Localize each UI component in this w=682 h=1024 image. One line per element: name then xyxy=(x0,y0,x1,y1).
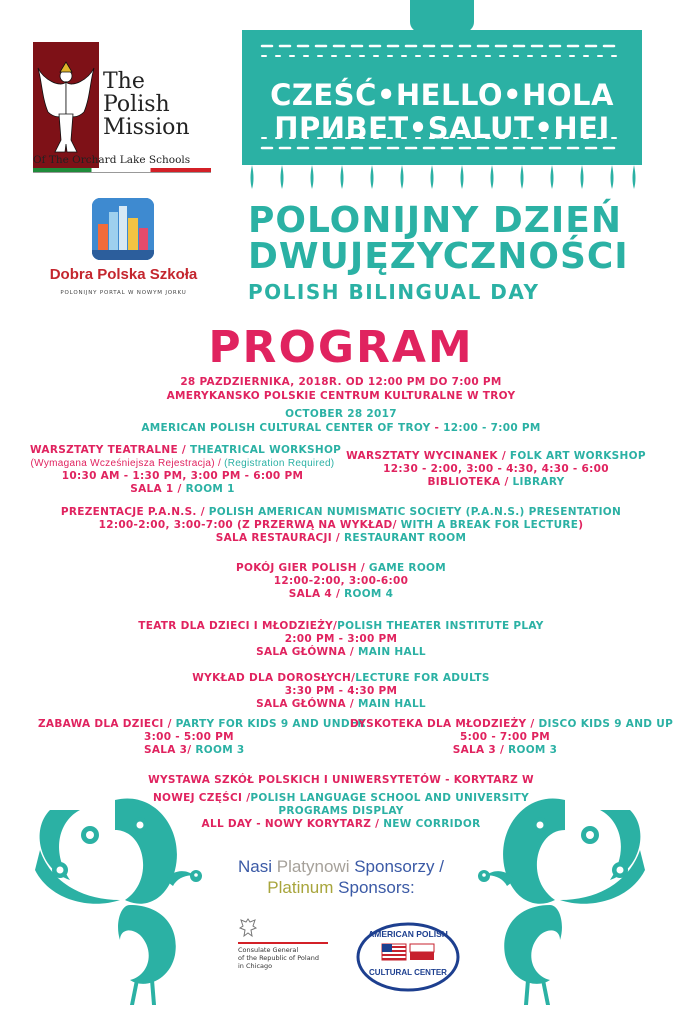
event-theatrical-workshop xyxy=(30,444,342,496)
separator: / xyxy=(356,562,369,574)
separator: / xyxy=(345,698,358,710)
event-title-polish: WARSZTATY WYCINANEK xyxy=(346,450,498,462)
dps-subtitle: POLONIJNY PORTAL W NOWYM JORKU xyxy=(60,290,187,296)
event-title-english: POLISH THEATER INSTITUTE PLAY xyxy=(337,620,544,632)
separator: / xyxy=(214,458,225,469)
city-skyline-icon xyxy=(92,198,154,260)
event-theater-play xyxy=(0,620,682,659)
separator: / xyxy=(173,483,186,495)
apcc-top-text: AMERICAN POLISH xyxy=(368,929,448,939)
event-disco xyxy=(350,718,674,757)
separator: / xyxy=(351,672,356,684)
room-polish: SALA 3 xyxy=(144,744,188,756)
break-note-english: WITH A BREAK FOR LECTURE xyxy=(400,519,579,531)
banner-fringe xyxy=(242,165,642,195)
event-times: 12:00-2:00, 3:00-7:00 xyxy=(98,519,237,531)
room-english: ROOM 3 xyxy=(195,744,245,756)
event-pans-presentation xyxy=(0,506,682,545)
separator: / xyxy=(345,646,358,658)
schools-line-1: WYSTAWA SZKÓŁ POLSKICH I UNIWERSYTETÓW - KORYTARZ W xyxy=(148,774,534,786)
corridor-english: NEW CORRIDOR xyxy=(383,818,481,830)
schools-line-3: PROGRAMS DISPLAY xyxy=(278,805,404,817)
venue-english-line xyxy=(0,422,682,435)
room-polish: SALA 3 xyxy=(452,744,497,756)
apcc-bottom-text: CULTURAL CENTER xyxy=(369,968,447,977)
separator: / xyxy=(196,506,209,518)
apcc-logo xyxy=(356,922,460,992)
schools-location-polish: NOWEJ CZĘŚCI xyxy=(152,792,243,804)
room-polish: SALA GŁÓWNA xyxy=(256,698,346,710)
event-times: 3:30 PM - 4:30 PM xyxy=(284,685,398,697)
registration-note-polish: (Wymagana Wcześniejsza Rejestracja) xyxy=(30,458,215,469)
event-title-english: GAME ROOM xyxy=(368,562,447,574)
event-folk-art-workshop xyxy=(340,450,652,489)
event-title-english: POLISH AMERICAN NUMISMATIC SOCIETY (P.A.N.S.) PRESENTATION xyxy=(208,506,622,518)
paren-close: ) xyxy=(578,519,584,531)
consulate-line-1: Consulate General xyxy=(238,946,299,954)
greeting-banner xyxy=(242,0,642,195)
flag-stripe xyxy=(33,168,211,173)
consulate-logo xyxy=(238,916,338,986)
event-lecture xyxy=(0,672,682,711)
event-hours: 12:00 - 7:00 PM xyxy=(443,422,541,434)
event-title-polish: WARSZTATY TEATRALNE xyxy=(30,444,178,456)
separator: / xyxy=(392,519,401,531)
sponsors-word: Platynowi xyxy=(276,857,355,876)
separator: / xyxy=(163,718,176,730)
polish-mission-name xyxy=(103,70,190,139)
title-english: POLISH BILINGUAL DAY xyxy=(248,280,540,304)
sponsors-word: Nasi xyxy=(238,857,277,876)
event-title-english: PARTY FOR KIDS 9 AND UNDER xyxy=(175,718,366,730)
room-polish: SALA 4 xyxy=(288,588,333,600)
event-times: 10:30 AM - 1:30 PM, 3:00 PM - 6:00 PM xyxy=(61,470,304,482)
white-eagle-emblem-icon xyxy=(33,42,99,168)
separator: / xyxy=(496,744,509,756)
banner-hanger xyxy=(410,0,474,32)
sponsors-word: Platinum xyxy=(267,878,339,897)
consulate-line-2: of the Republic of Poland xyxy=(238,954,319,962)
event-times: 12:00-2:00, 3:00-6:00 xyxy=(273,575,409,587)
event-title-polish: DYSKOTEKA DLA MŁODZIEŻY xyxy=(350,718,527,730)
venue-separator: - xyxy=(430,422,444,434)
consulate-red-line xyxy=(238,942,328,944)
break-note-polish: (Z PRZERWĄ NA WYKŁAD xyxy=(237,519,393,531)
separator: / xyxy=(371,818,384,830)
event-times: 2:00 PM - 3:00 PM xyxy=(284,633,398,645)
room-polish: SALA GŁÓWNA xyxy=(256,646,346,658)
event-title-english: FOLK ART WORKSHOP xyxy=(509,450,646,462)
separator: / xyxy=(526,718,539,730)
separator: / xyxy=(242,792,251,804)
room-polish: SALA 1 xyxy=(130,483,174,495)
title-polish-line-2: DWUJĘZYCZNOŚCI xyxy=(248,236,629,277)
room-english: MAIN HALL xyxy=(358,698,426,710)
event-title-polish: PREZENTACJE P.A.N.S. xyxy=(60,506,197,518)
event-title-english: DISCO KIDS 9 AND UP xyxy=(538,718,674,730)
room-english: MAIN HALL xyxy=(358,646,426,658)
room-polish: BIBLIOTEKA xyxy=(427,476,501,488)
separator: / xyxy=(333,620,338,632)
dps-name: Dobra Polska Szkoła xyxy=(49,266,198,283)
title-polish-line-1: POLONIJNY DZIEŃ xyxy=(248,200,622,241)
event-title-polish: WYKŁAD DLA DOROSŁYCH xyxy=(192,672,352,684)
mission-line-1: The xyxy=(103,69,145,94)
separator: / xyxy=(177,444,190,456)
polish-mission-logo xyxy=(33,42,213,174)
room-english: ROOM 4 xyxy=(344,588,394,600)
polish-eagle-icon xyxy=(238,916,258,938)
venue-polish: AMERYKANSKO POLSKIE CENTRUM KULTURALNE W TROY xyxy=(166,390,516,402)
sponsors-word: / xyxy=(434,857,444,876)
room-english: ROOM 3 xyxy=(508,744,558,756)
room-english: ROOM 1 xyxy=(185,483,235,495)
mission-line-3: Mission xyxy=(103,115,190,140)
event-game-room xyxy=(0,562,682,601)
corridor-polish: NOWY KORYTARZ xyxy=(264,818,372,830)
event-title-polish: TEATR DLA DZIECI I MŁODZIEŻY xyxy=(138,620,334,632)
sponsors-word: Sponsors: xyxy=(338,878,415,897)
registration-note-english: (Registration Required) xyxy=(224,458,335,469)
event-title-polish: ZABAWA DLA DZIECI xyxy=(38,718,164,730)
date-polish: 28 PAZDZIERNIKA, 2018R. OD 12:00 PM DO 7:00 PM xyxy=(180,376,502,388)
mission-subtitle: Of The Orchard Lake Schools xyxy=(33,154,191,166)
consulate-line-3: in Chicago xyxy=(238,962,273,970)
separator: - xyxy=(252,818,265,830)
mission-line-2: Polish xyxy=(103,92,170,117)
separator: / xyxy=(331,532,345,544)
sponsors-word: Sponsorzy xyxy=(354,857,435,876)
consulate-name xyxy=(238,946,319,970)
date-english: OCTOBER 28 2017 xyxy=(285,408,397,420)
event-times: 12:30 - 2:00, 3:00 - 4:30, 4:30 - 6:00 xyxy=(383,463,609,475)
event-times: 3:00 - 5:00 PM xyxy=(144,731,234,743)
room-english: RESTAURANT ROOM xyxy=(344,532,467,544)
greeting-line-1: CZEŚĆ•HELLO•HOLA xyxy=(270,78,614,112)
separator: / xyxy=(187,744,196,756)
event-title-english: LECTURE FOR ADULTS xyxy=(355,672,490,684)
event-times: 5:00 - 7:00 PM xyxy=(460,731,550,743)
schools-all-day: ALL DAY xyxy=(201,818,253,830)
event-kids-party xyxy=(38,718,366,757)
greeting-line-2: ПРИВЕТ•SALUT•HEI xyxy=(274,111,610,145)
sponsors-heading xyxy=(0,856,682,898)
separator: / xyxy=(332,588,345,600)
room-polish: SALA RESTAURACJI xyxy=(215,532,332,544)
dobra-polska-szkola-logo xyxy=(36,194,211,304)
room-english: LIBRARY xyxy=(512,476,565,488)
separator: / xyxy=(500,476,513,488)
program-heading: PROGRAM xyxy=(208,322,474,373)
event-title-polish: POKÓJ GIER POLISH xyxy=(235,562,357,574)
event-title-english: THEATRICAL WORKSHOP xyxy=(190,444,342,456)
venue-english: AMERICAN POLISH CULTURAL CENTER OF TROY xyxy=(141,422,431,434)
separator: / xyxy=(497,450,510,462)
schools-title-english: POLISH LANGUAGE SCHOOL AND UNIVERSITY xyxy=(250,792,530,804)
